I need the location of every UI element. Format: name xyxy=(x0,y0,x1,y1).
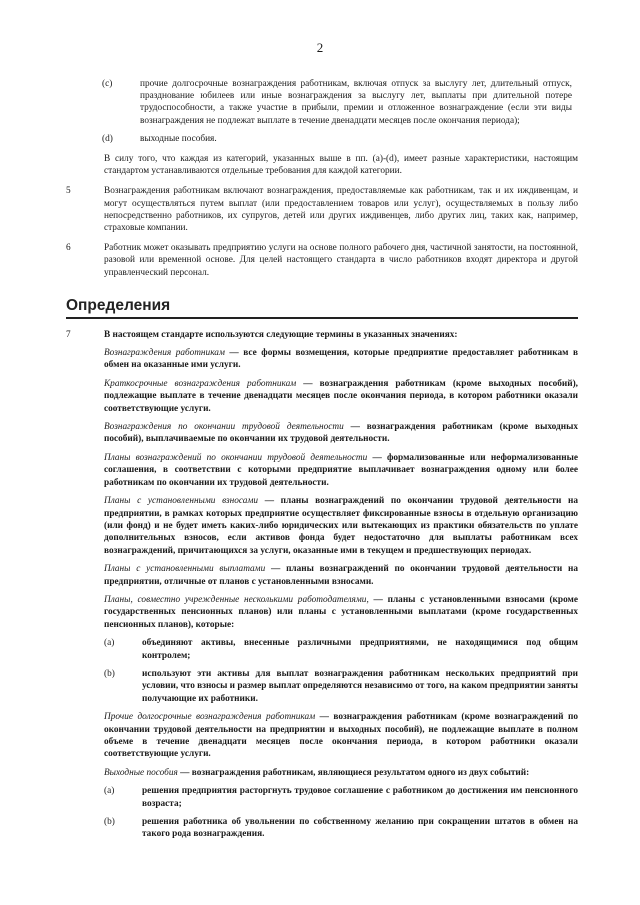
definition xyxy=(104,711,578,761)
definition-body: — формализованные или неформализованные соглашения, в соответствии с которыми предприятие выплачивает вознаграждения одному или более работникам по окончании их трудовой деятельности. xyxy=(104,452,579,488)
definition xyxy=(104,767,578,779)
list-item-c xyxy=(66,78,578,127)
definition-body: — вознаграждения работникам (кроме вознаграждений по окончании трудовой деятельности на предприятии и выходных пособий), не подлежащие выплате в полном объеме в течение двенадцати месяцев после окончания периода, в котором работники оказали соответствующие услуги. xyxy=(104,712,578,760)
definition xyxy=(104,563,578,588)
definition xyxy=(104,452,578,489)
definition-body: — планы с установленными взносами (кроме государственных пенсионных планов) или планы с установленными выплатами (кроме государственных пенсионных планов), которые: xyxy=(104,594,579,630)
sub-item-a xyxy=(104,785,578,810)
list-item-d xyxy=(66,133,578,145)
item-label: (b) xyxy=(104,668,115,679)
sub-item-b xyxy=(104,668,578,705)
definition xyxy=(104,347,578,372)
definition-body: — планы вознаграждений по окончании трудовой деятельности на предприятии, отличные от планов с установленными взносами. xyxy=(104,564,578,587)
paragraph-text: Работник может оказывать предприятию услуги на основе полного рабочего дня, частичной занятости, на постоянной, разовой или временной основе. Для целей настоящего стандарта в число работников входят директора и другой управленческий персонал. xyxy=(104,243,578,278)
definition-term: Вознаграждения по окончании трудовой деятельности xyxy=(104,422,344,433)
definition-term: Планы с установленными взносами xyxy=(104,496,259,507)
item-text: объединяют активы, внесенные различными предприятиями, не находящимися под общим контролем; xyxy=(142,638,578,661)
page-body xyxy=(66,78,578,841)
paragraph-6 xyxy=(66,242,578,279)
definition-body: — планы вознаграждений по окончании трудовой деятельности на предприятии, в рамках которых предприятие осуществляет фиксированные взносы в отдельную организацию (или фонд) и не будет иметь каких-либо юридических или вытекающих из практики обязательств по уплате дополнительных взносов, если активов фонда будет недостаточно для выплаты работникам всех вознаграждений, причитающихся за услуги, оказанные ими в текущем и предшествующих периодах. xyxy=(104,496,578,556)
item-label: (a) xyxy=(104,786,115,797)
definition-body: — вознаграждения работникам, являющиеся результатом одного из двух событий: xyxy=(177,767,530,778)
definition-term: Планы, совместно учрежденные несколькими работодателями, xyxy=(104,594,369,605)
paragraph-number: 7 xyxy=(66,329,71,340)
item-text: используют эти активы для выплат вознаграждения работникам нескольких предприятий при условии, что взносы и размер выплат определяются независимо от того, на каком предприятии заняты получающие их работники. xyxy=(142,668,578,704)
definition-term: Краткосрочные вознаграждения работникам xyxy=(104,378,297,389)
item-text: решения предприятия расторгнуть трудовое соглашение с работником до достижения им пенсионного возраста; xyxy=(142,786,578,809)
summary-paragraph: В силу того, что каждая из категорий, указанных выше в пп. (a)-(d), имеет разные характеристики, настоящим стандартом устанавливаются отдельные требования для каждой категории. xyxy=(104,154,578,177)
sub-item-b xyxy=(104,816,578,841)
definition xyxy=(104,594,578,631)
paragraph-7 xyxy=(66,329,578,341)
definition xyxy=(104,421,578,446)
item-label: (c) xyxy=(102,79,113,89)
paragraph-text: Вознаграждения работникам включают вознаграждения, предоставляемые как работникам, так и их иждивенцам, и могут осуществляться путем выплат (или предоставлением товаров или услуг), осуществляемых в пользу либо непосредственно работников, их супругов, детей или других иждивенцев, либо других лиц, таких как, например, страховые компании. xyxy=(104,186,578,234)
sub-item-a xyxy=(104,637,578,662)
paragraph-number: 5 xyxy=(66,186,71,197)
definition-body: — вознаграждения работникам (кроме выходных пособий), выплачиваемые по окончании их трудовой деятельности. xyxy=(104,422,578,445)
page-number: 2 xyxy=(316,40,324,55)
item-label: (b) xyxy=(104,817,115,828)
item-text: решения работника об увольнении по собственному желанию при сокращении штатов в обмен на такого рода вознаграждения. xyxy=(142,817,578,840)
definition-term: Вознаграждения работникам xyxy=(104,348,225,359)
item-text: выходные пособия. xyxy=(140,133,217,144)
definition-body: — все формы возмещения, которые предприятие предоставляет работникам в обмен на оказанные ими услуги. xyxy=(104,348,578,371)
paragraph-5 xyxy=(66,185,578,234)
definition-body: — вознаграждения работникам (кроме выходных пособий), подлежащие выплате в течение двенадцати месяцев после окончания периода, в котором работники оказали соответствующие услуги. xyxy=(104,378,578,414)
definition-term: Планы с установленными выплатами xyxy=(104,564,266,575)
definition-term: Планы вознаграждений по окончании трудовой деятельности xyxy=(104,452,368,463)
definition xyxy=(104,495,578,557)
item-label: (a) xyxy=(104,638,115,649)
definition-term: Прочие долгосрочные вознаграждения работникам xyxy=(104,712,316,723)
definition xyxy=(104,378,578,415)
paragraph-number: 6 xyxy=(66,243,71,254)
item-label: (d) xyxy=(102,133,113,144)
item-text: прочие долгосрочные вознаграждения работникам, включая отпуск за выслугу лет, длительный отпуск, празднование юбилеев или иные вознаграждения за выслугу лет, выплаты при длительной потере трудоспособности, а также участие в прибыли, премии и отложенное вознаграждение (если эти виды вознаграждения не подлежат выплате в течение двенадцати месяцев после окончания периода); xyxy=(140,79,572,126)
section-heading: Определения xyxy=(66,297,578,319)
definition-term: Выходные пособия xyxy=(104,767,178,778)
paragraph-text: В настоящем стандарте используются следующие термины в указанных значениях: xyxy=(104,329,458,340)
